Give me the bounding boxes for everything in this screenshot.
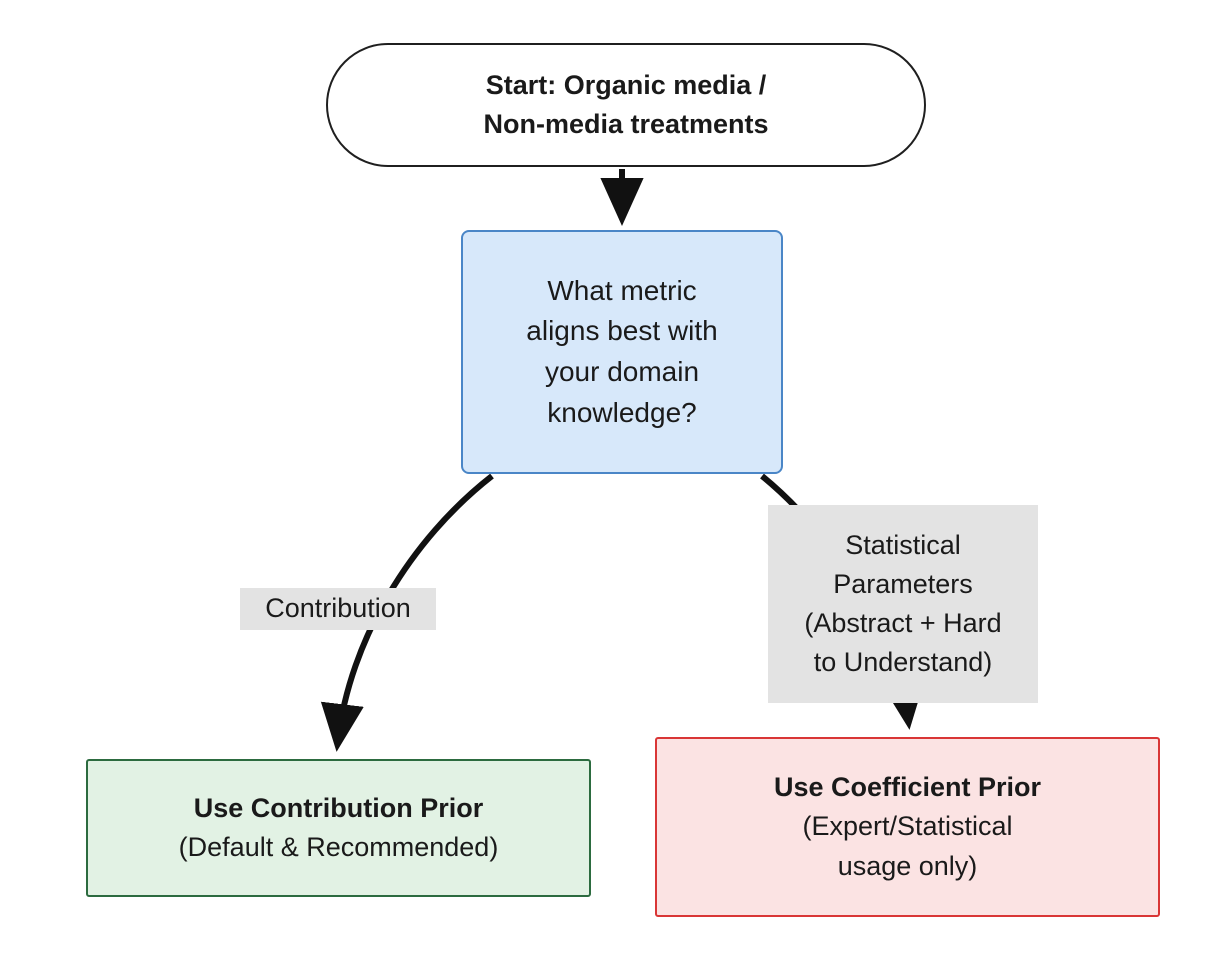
node-decision-line4: knowledge? bbox=[547, 396, 697, 428]
node-start-line1: Start: Organic media / bbox=[485, 69, 767, 100]
node-start-line2: Non-media treatments bbox=[483, 109, 769, 139]
node-start bbox=[326, 43, 926, 167]
node-use-coefficient-prior bbox=[655, 737, 1160, 917]
node-decision-metric bbox=[461, 230, 783, 474]
edge-label-statistical-line2: Parameters bbox=[833, 568, 973, 599]
node-coefficient-line1: Use Coefficient Prior bbox=[773, 772, 1042, 803]
node-decision-line1: What metric bbox=[547, 274, 697, 306]
node-contribution-line1: Use Contribution Prior bbox=[193, 792, 484, 823]
edge-label-contribution bbox=[240, 588, 436, 630]
node-contribution-line2: (Default & Recommended) bbox=[178, 832, 499, 862]
edge-label-statistical-line4: to Understand) bbox=[813, 647, 993, 678]
node-decision-line3: your domain bbox=[544, 356, 700, 387]
node-coefficient-line2: (Expert/Statistical bbox=[802, 811, 1013, 842]
edge-label-statistical-line1: Statistical bbox=[845, 529, 961, 560]
node-coefficient-line3: usage only) bbox=[837, 850, 978, 881]
edge-label-statistical-parameters bbox=[768, 505, 1038, 703]
node-use-contribution-prior bbox=[86, 759, 591, 897]
edge-label-contribution-line1: Contribution bbox=[265, 593, 411, 624]
node-decision-line2: aligns best with bbox=[526, 315, 718, 347]
edge-label-statistical-line3: (Abstract + Hard bbox=[804, 608, 1002, 638]
